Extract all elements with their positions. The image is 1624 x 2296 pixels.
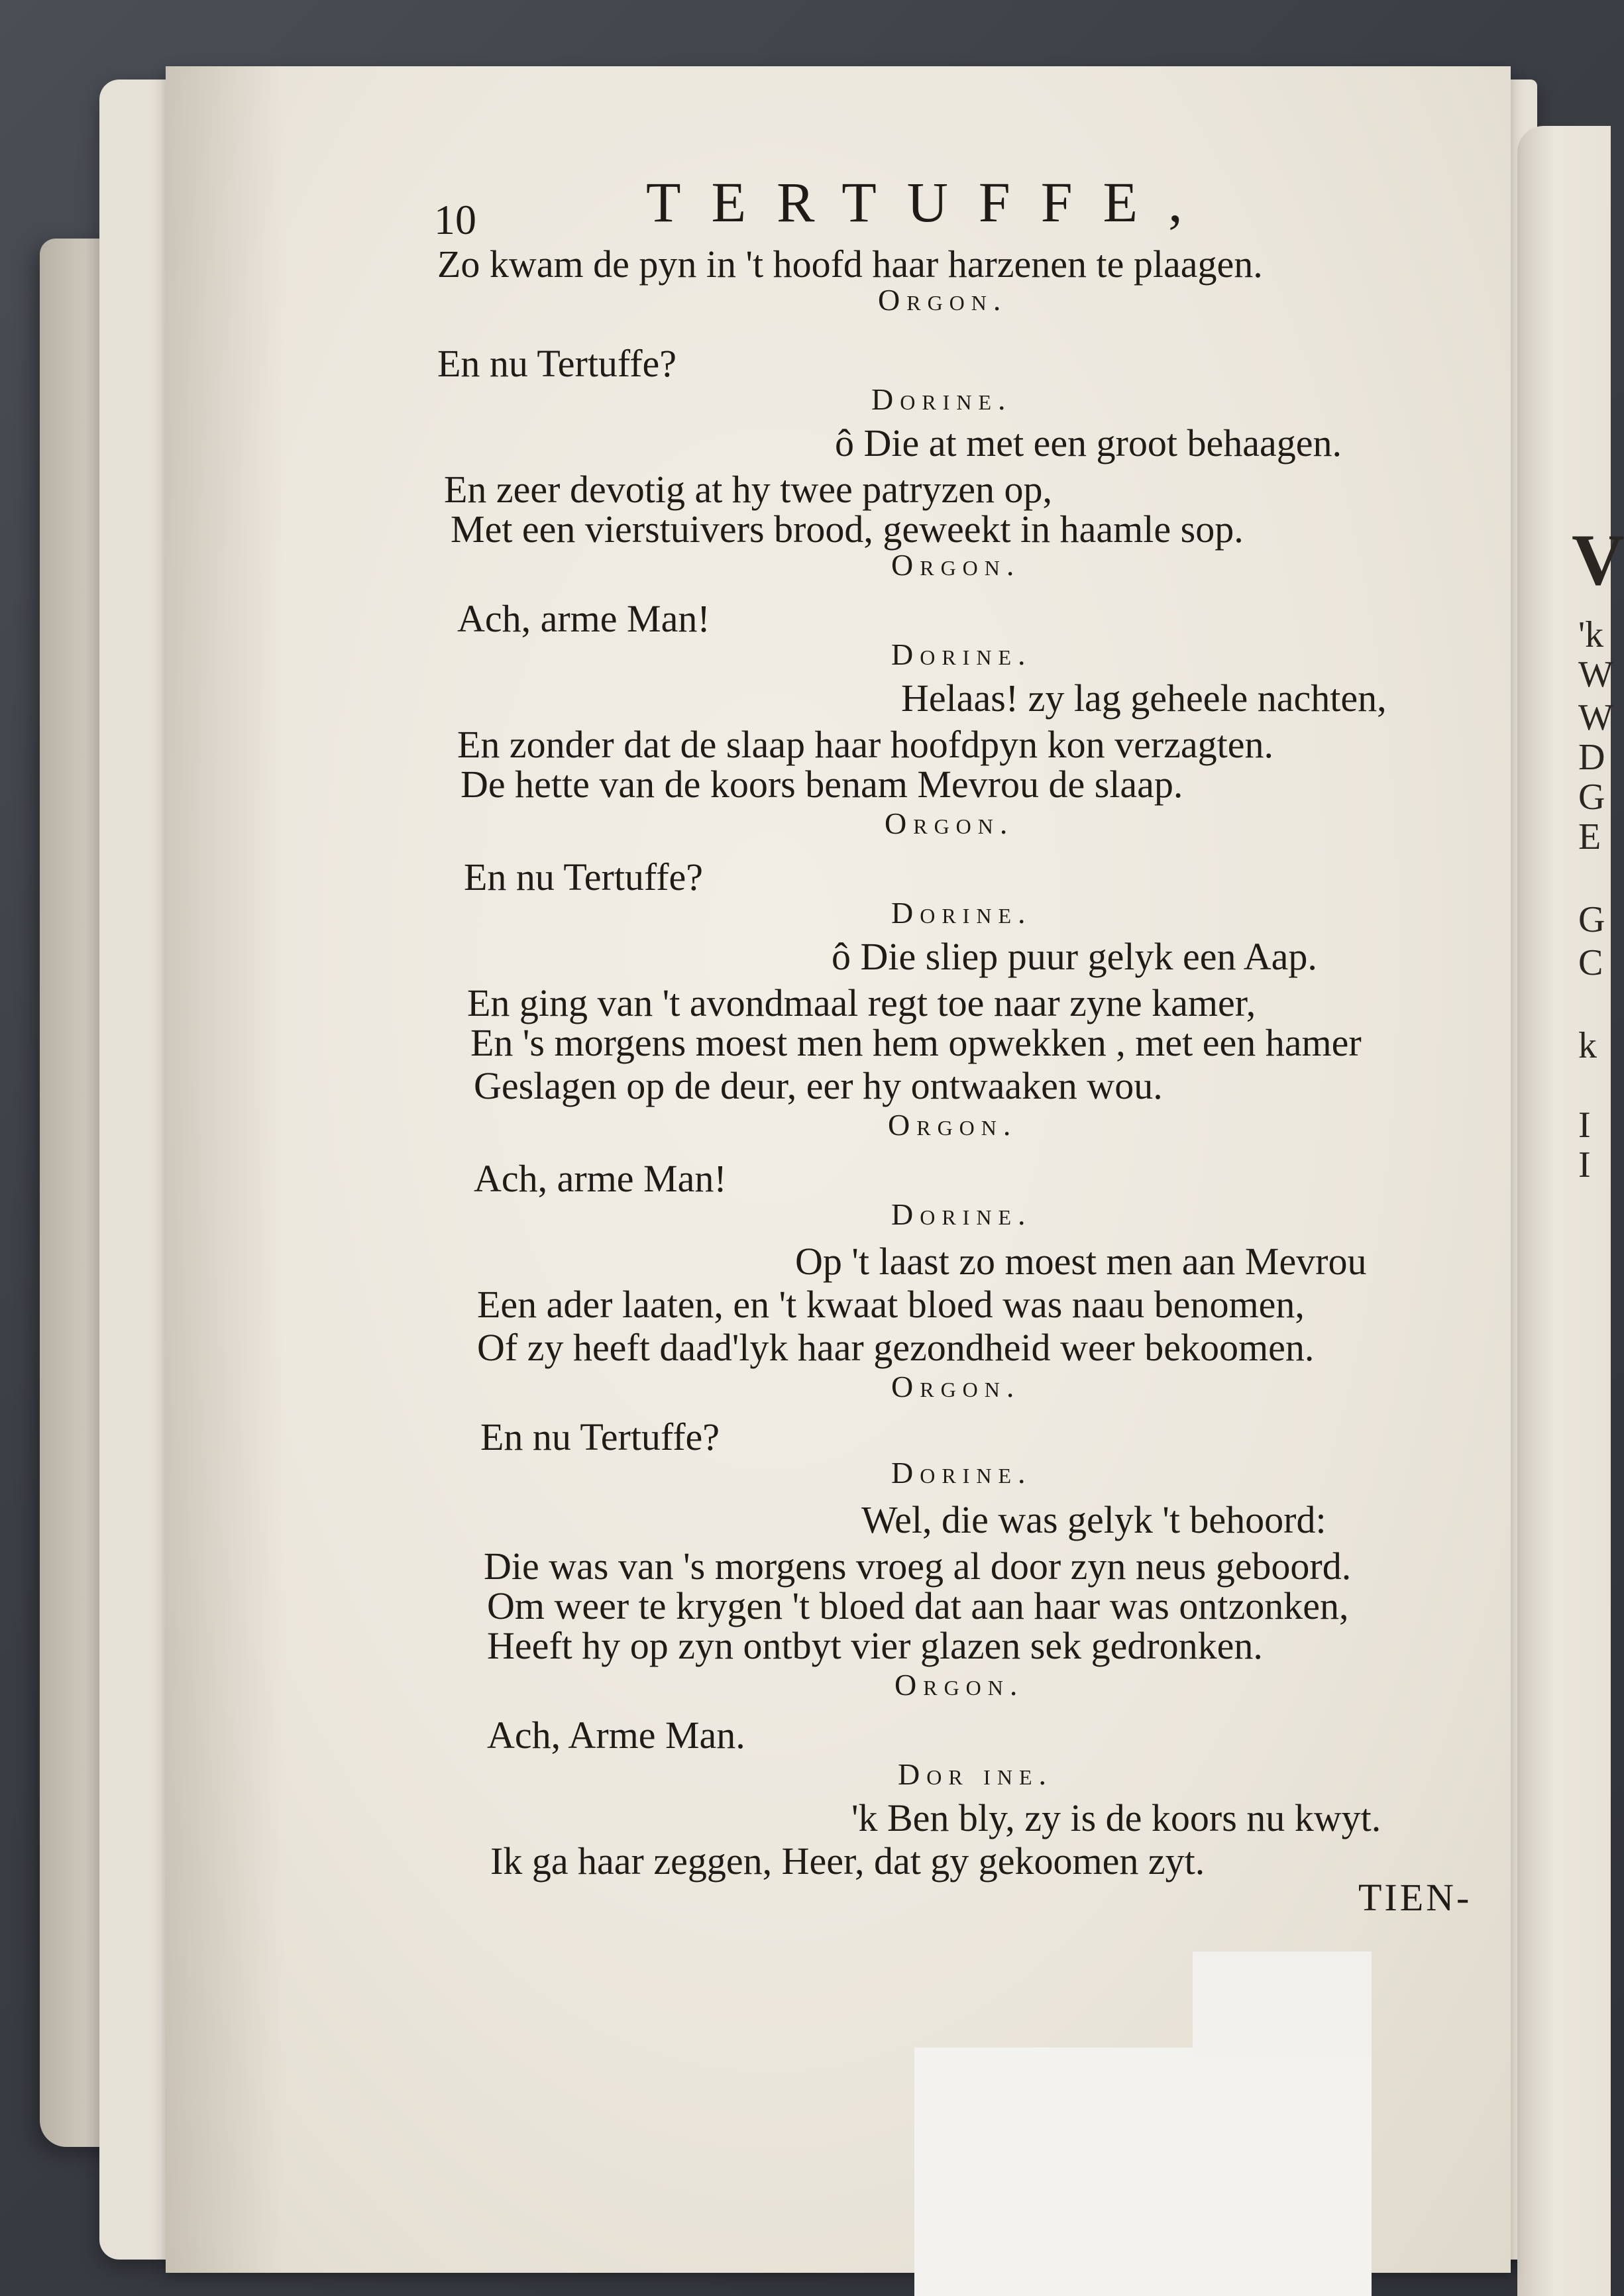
speaker-name: Orgon. xyxy=(878,283,1008,317)
page-header xyxy=(434,169,1295,242)
facing-letter: I xyxy=(1578,1144,1591,1185)
verse-line: Helaas! zy lag geheele nachten, xyxy=(901,677,1387,720)
catchword: TIEN- xyxy=(1358,1876,1472,1919)
facing-letter: W xyxy=(1578,654,1613,695)
book-page xyxy=(166,66,1511,2273)
verse-line: En zeer devotig at hy twee patryzen op, xyxy=(444,468,1052,511)
speaker-name: Dorine. xyxy=(891,1456,1032,1490)
facing-letter: G xyxy=(1578,899,1605,940)
facing-letter: k xyxy=(1578,1025,1597,1066)
verse-line: Een ader laaten, en 't kwaat bloed was naau benomen, xyxy=(477,1283,1305,1326)
verse-line: Geslagen op de deur, eer hy ontwaaken wou. xyxy=(474,1064,1163,1107)
verse-line: ô Die sliep puur gelyk een Aap. xyxy=(832,935,1317,978)
speaker-name: Dorine. xyxy=(891,637,1032,671)
speaker-name: Orgon. xyxy=(894,1668,1024,1702)
verse-line: De hette van de koors benam Mevrou de slaap. xyxy=(460,763,1183,806)
verse-line: Met een vierstuivers brood, geweekt in haamle sop. xyxy=(451,508,1244,551)
speaker-name: Orgon. xyxy=(885,806,1014,840)
running-title: TERTUFFE, xyxy=(646,170,1213,234)
verse-line: Die was van 's morgens vroeg al door zyn neus geboord. xyxy=(484,1545,1352,1588)
facing-letter: W xyxy=(1578,697,1613,738)
verse-line: En 's morgens moest men hem opwekken , met een hamer xyxy=(470,1021,1362,1064)
verse-line: Of zy heeft daad'lyk haar gezondheid weer bekoomen. xyxy=(477,1326,1315,1369)
speaker-name: Orgon. xyxy=(888,1108,1018,1142)
verse-line: Ach, arme Man! xyxy=(474,1157,727,1200)
verse-line: Om weer te krygen 't bloed dat aan haar was ontzonken, xyxy=(487,1584,1349,1627)
facing-letter: E xyxy=(1578,816,1601,857)
verse-line: En ging van 't avondmaal regt toe naar zyne kamer, xyxy=(467,981,1256,1024)
facing-letter: I xyxy=(1578,1105,1591,1146)
verse-line: En nu Tertuffe? xyxy=(437,342,677,385)
facing-page xyxy=(1517,126,1624,2296)
verse-line: Ach, Arme Man. xyxy=(487,1714,745,1757)
speaker-name: Dorine. xyxy=(891,896,1032,930)
verse-line: Heeft hy op zyn ontbyt vier glazen sek gedronken. xyxy=(487,1624,1263,1667)
verse-line: En nu Tertuffe? xyxy=(480,1415,720,1458)
speaker-name: Orgon. xyxy=(891,548,1021,582)
speaker-name: Dor ine. xyxy=(898,1757,1053,1791)
verse-line: Ik ga haar zeggen, Heer, dat gy gekoomen zyt. xyxy=(490,1839,1205,1883)
verse-line: Wel, die was gelyk 't behoord: xyxy=(861,1498,1326,1541)
facing-letter: V xyxy=(1572,519,1624,600)
facing-letter: G xyxy=(1578,777,1605,818)
page-number: 10 xyxy=(434,196,476,243)
verse-line: ô Die at met een groot behaagen. xyxy=(835,421,1342,465)
speaker-name: Dorine. xyxy=(891,1197,1032,1231)
verse-line: Zo kwam de pyn in 't hoofd haar harzenen te plaagen. xyxy=(437,243,1263,286)
verse-line: En nu Tertuffe? xyxy=(464,855,703,899)
facing-letter: C xyxy=(1578,942,1603,983)
verse-line: En zonder dat de slaap haar hoofdpyn kon verzagten. xyxy=(457,723,1274,766)
verse-line: Op 't laast zo moest men aan Mevrou xyxy=(795,1240,1367,1283)
facing-letter: 'k xyxy=(1578,614,1604,655)
verse-line: Ach, arme Man! xyxy=(457,597,710,640)
speaker-name: Orgon. xyxy=(891,1370,1021,1403)
redaction-block xyxy=(914,2048,1372,2296)
verse-line: 'k Ben bly, zy is de koors nu kwyt. xyxy=(851,1796,1381,1839)
facing-letter: D xyxy=(1578,737,1605,778)
redaction-block xyxy=(1193,1951,1372,2057)
speaker-name: Dorine. xyxy=(871,382,1012,416)
